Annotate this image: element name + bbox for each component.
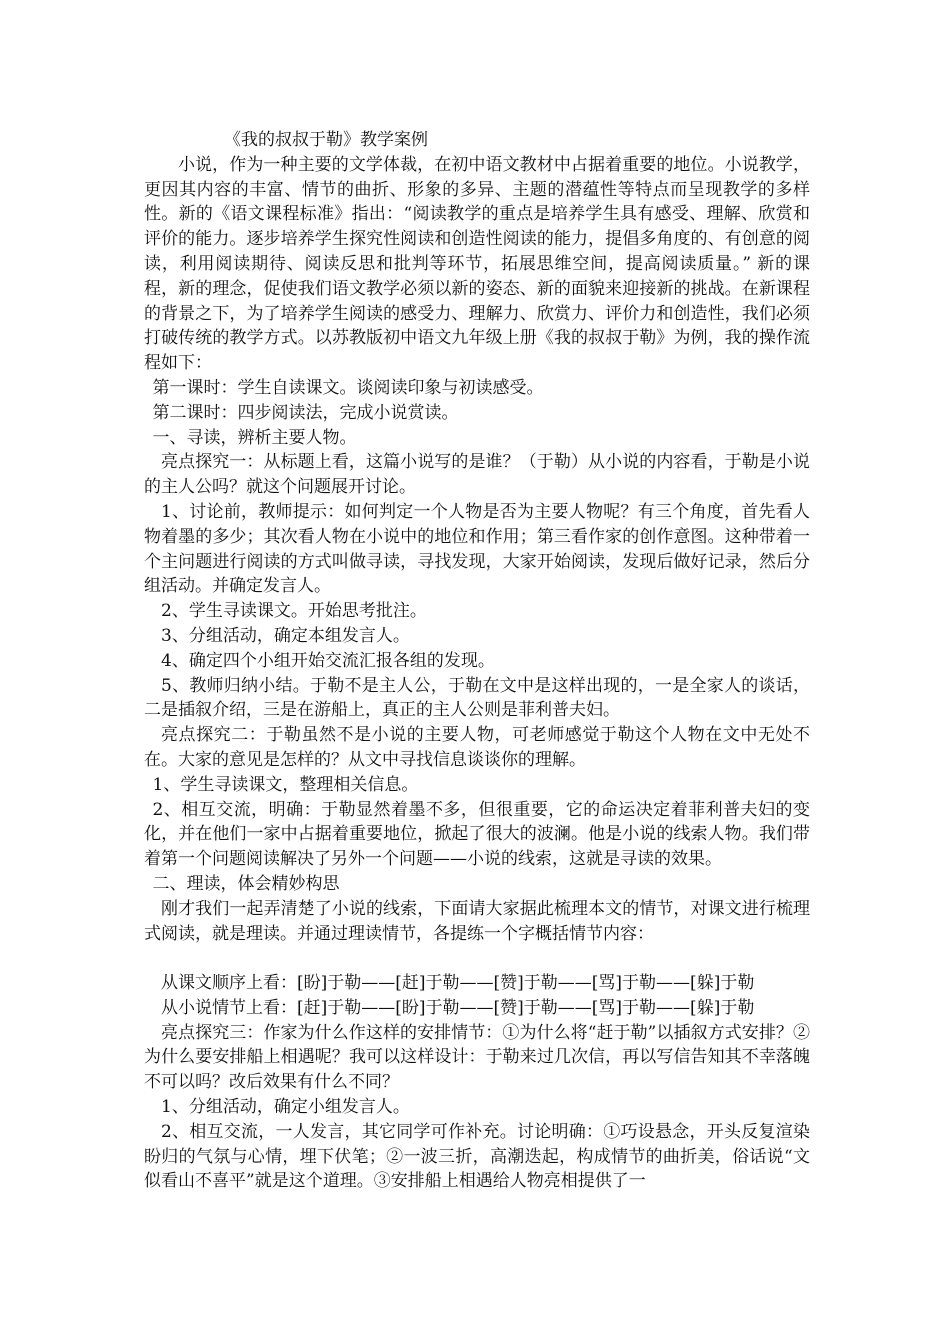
paragraph: 1、分组活动，确定小组发言人。	[161, 1097, 410, 1118]
paragraph: 5、教师归纳小结。于勒不是主人公，于勒在文中是这样出现的，一是全家人的谈话，二是插叙介绍，三是在游船上，真正的主人公则是菲利普夫妇。	[144, 675, 810, 721]
paragraph: 小说，作为一种主要的文学体裁，在初中语文教材中占据着重要的地位。小说教学，更因其内容的丰富、情节的曲折、形象的多异、主题的潜蕴性等特点而呈现教学的多样性。新的《语文课程标准》指出：“阅读教学的重点是培养学生具有感受、理解、欣赏和评价的能力。逐步培养学生探究性阅读和创造性阅读的能力，提倡多角度的、有创意的阅读，利用阅读期待、阅读反思和批判等环节，拓展思维空间，提高阅读质量。” 新的课程，新的理念，促使我们语文教学必须以新的姿态、新的面貌来迎接新的挑战。在新课程的背景之下，为了培养学生阅读的感受力、理解力、欣赏力、评价力和创造性，我们必须打破传统的教学方式。以苏教版初中语文九年级上册《我的叔叔于勒》为例，我的操作流程如下：	[144, 154, 810, 374]
paragraph: 1、讨论前，教师提示：如何判定一个人物是否为主要人物呢？有三个角度，首先看人物着墨的多少；其次看人物在小说中的地位和作用；第三看作家的创作意图。这种带着一个主问题进行阅读的方式叫做寻读，寻找发现，大家开始阅读，发现后做好记录，然后分组活动。并确定发言人。	[144, 501, 810, 597]
paragraph: 3、分组活动，确定本组发言人。	[161, 625, 410, 646]
document-title: 《我的叔叔于勒》教学案例	[224, 130, 428, 150]
paragraph: 第一课时：学生自读课文。谈阅读印象与初读感受。	[152, 377, 544, 398]
paragraph: 1、学生寻读课文，整理相关信息。	[152, 774, 419, 795]
paragraph: 亮点探究三：作家为什么作这样的安排情节：①为什么将“赶于勒”以插叙方式安排？②为什么要安排船上相遇呢？我可以这样设计：于勒来过几次信，再以写信告知其不幸落魄不可以吗？改后效果有什么不同？	[144, 1022, 810, 1093]
paragraph: 亮点探究一：从标题上看，这篇小说写的是谁？（于勒）从小说的内容看，于勒是小说的主人公吗？就这个问题展开讨论。	[144, 452, 810, 498]
paragraph: 2、相互交流，明确：于勒显然着墨不多，但很重要，它的命运决定着菲利普夫妇的变化，并在他们一家中占据着重要地位，掀起了很大的波澜。他是小说的线索人物。我们带着第一个问题阅读解决了另外一个问题——小说的线索，这就是寻读的效果。	[144, 799, 810, 870]
paragraph: 从小说情节上看：[赶]于勒——[盼]于勒——[赞]于勒——[骂]于勒——[躲]于勒	[161, 997, 755, 1018]
paragraph: 二、理读，体会精妙构思	[152, 873, 340, 894]
paragraph: 从课文顺序上看：[盼]于勒——[赶]于勒——[赞]于勒——[骂]于勒——[躲]于勒	[161, 973, 755, 994]
paragraph: 第二课时：四步阅读法，完成小说赏读。	[152, 402, 459, 423]
paragraph: 2、相互交流，一人发言，其它同学可作补充。讨论明确：①巧设悬念，开头反复渲染盼归的气氛与心情，埋下伏笔；②一波三折，高潮迭起，构成情节的曲折美，俗话说“文似看山不喜平”就是这个道理。③安排船上相遇给人物亮相提供了一	[144, 1121, 810, 1192]
document-page	[144, 128, 810, 1194]
blank-line	[144, 946, 810, 971]
paragraph: 4、确定四个小组开始交流汇报各组的发现。	[161, 650, 495, 671]
paragraph: 亮点探究二：于勒虽然不是小说的主要人物，可老师感觉于勒这个人物在文中无处不在。大家的意见是怎样的？从文中寻找信息谈谈你的理解。	[144, 725, 810, 770]
paragraph: 2、学生寻读课文。开始思考批注。	[161, 601, 427, 622]
document-body	[144, 153, 810, 1194]
paragraph: 一、寻读，辨析主要人物。	[152, 427, 357, 448]
paragraph: 刚才我们一起弄清楚了小说的线索，下面请大家据此梳理本文的情节，对课文进行梳理式阅读，就是理读。并通过理读情节，各提练一个字概括情节内容：	[144, 898, 810, 944]
